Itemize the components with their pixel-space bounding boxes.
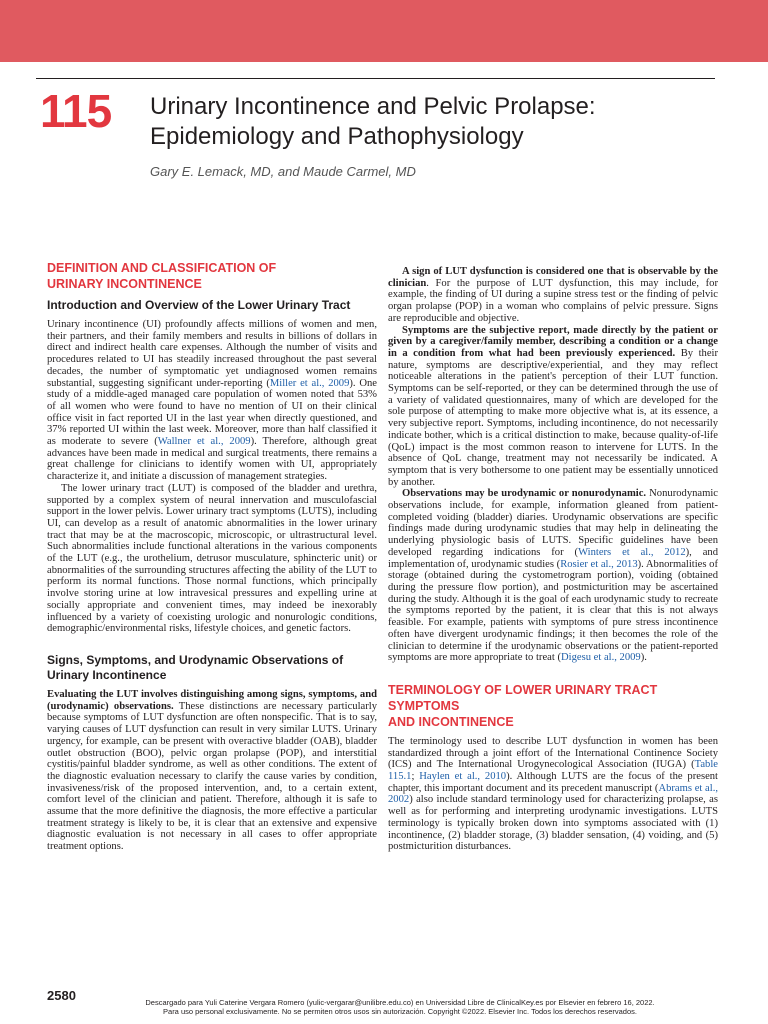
bold-lead: Observations may be urodynamic or nonurodynamic. xyxy=(402,488,647,500)
heading-line: Signs, Symptoms, and Urodynamic Observations of xyxy=(47,652,344,667)
text-run: These distinctions are necessary particularly because symptoms of LUT dysfunction are often nonspecific. That is to say, varying causes of LUT dysfunction can result in very similar LUTS. Urinary urgency, for example, can be present with overactive bladder (OAB), bladder outlet obstruction (BOO), pelvic organ prolapse (POP), and interstitial cystitis/painful bladder syndrome, as well as other conditions. The extent of the diagnostic evaluation necessary to clarify the cause varies by condition, invasiveness/risk of the proposed intervention, and, to a certain extent, comfort level of the clinician and patient. Therefore, although it is safe to assume that the more definitive the diagnosis, the more effective a particular treatment strategy is likely to be, it is clear that an extensive and expensive diagnostic evaluation is not necessary in all cases to offer appropriate treatment options. xyxy=(47,700,377,853)
left-column xyxy=(47,260,377,853)
page-number: 2580 xyxy=(47,988,76,1003)
citation-link[interactable]: Abrams et al., 2002 xyxy=(388,782,718,806)
subheading-signs xyxy=(47,653,377,683)
text-run: ; xyxy=(411,771,420,783)
citation-link[interactable]: Miller et al., 2009 xyxy=(269,377,350,389)
citation-link[interactable]: Winters et al., 2012 xyxy=(578,546,686,558)
bold-lead: A sign of LUT dysfunction is considered one that is observable by the clinician xyxy=(388,266,718,289)
subheading-introduction: Introduction and Overview of the Lower Urinary Tract xyxy=(47,298,351,312)
text-run: ), and implementation of, urodynamic studies ( xyxy=(388,546,718,570)
heading-line: TERMINOLOGY OF LOWER URINARY TRACT SYMPTOMS xyxy=(388,682,658,713)
paragraph-terminology xyxy=(388,736,718,853)
text-run: ). Abnormalities of storage (obtained during the cystometrogram portion), voiding (obtained during the pressure flow portion), and postmicturition may be ascertained during the study. Although it is the goal of each urodynamic study to recreate the symptoms reported by the patient, it is clear that this is not always feasible. For example, patients with symptoms of pure stress incontinence often have divergent urodynamic findings; it then becomes the role of the clinician to determine if the urodynamic observations or the patient-reported symptoms are more appropriate to treat ( xyxy=(388,558,718,664)
footer-line2: Para uso personal exclusivamente. No se permiten otros usos sin autorización. Copyright ©2022. Elsevier Inc. Todos los derechos reservados. xyxy=(163,1007,637,1016)
citation-link[interactable]: Rosier et al., 2013 xyxy=(560,558,638,570)
citation-link[interactable]: Table 115.1 xyxy=(388,759,718,783)
download-footer xyxy=(100,998,700,1016)
chapter-title-line2: Epidemiology and Pathophysiology xyxy=(150,123,524,150)
text-run: ) also include standard terminology used for characterizing prolapse, as well as for performing and interpreting urodynamic investigations. LUTS terminology is typically broken down into symptoms associated with (1) incontinence, (2) bladder storage, (3) bladder sensation, (4) voiding, and (5) postmicturition disturbances. xyxy=(388,794,718,853)
citation-link[interactable]: Haylen et al., 2010 xyxy=(419,771,507,783)
paragraph-sign xyxy=(388,266,718,325)
text-run: ). One study of a middle-aged managed care population of women noted that 53% of all women who were found to have no mention of UI on their clinical office visit in fact reported UI in the last year when directly questioned, and 37% reported UI within the last week. Moreover, more than half classified it as moderate to severe ( xyxy=(47,377,377,448)
footer-line1: Descargado para Yuli Caterine Vergara Romero (yulic-vergarar@unilibre.edu.co) en Universidad Libre de ClinicalKey.es por Elsevier en febrero 16, 2022. xyxy=(145,998,655,1007)
section-heading-definition xyxy=(47,260,377,292)
heading-line: DEFINITION AND CLASSIFICATION OF xyxy=(47,261,277,275)
citation-link[interactable]: Wallner et al., 2009 xyxy=(157,436,251,448)
section-heading-terminology xyxy=(388,682,718,730)
paragraph-lut: The lower urinary tract (LUT) is composed of the bladder and urethra, supported by a complex system of neural innervation and musculofascial support in the lower pelvis. Lower urinary tract symptoms (LUTS), including UI, can develop as a result of anatomic abnormalities in the lower urinary tract that may be at the macroscopic, microscopic, or ultrastructural level. Such abnormalities include functional alterations in the various components of the LUT (e.g., the urothelium, detrusor musculature, sphincteric unit) or abnormalities of the surrounding structures affecting the ability of the LUT to perform its normal functions. Those normal functions, which principally involve storing urine at low intravesical pressures and expelling urine at socially appropriate and convenient times, may indeed be inexorably influenced by a variety of coexisting urologic and nonurologic conditions, demographic/environmental risks, lifestyle choices, and genetic factors. xyxy=(47,482,377,635)
chapter-title xyxy=(150,92,710,152)
bold-lead: Symptoms are the subjective report, made directly by the patient or given by a caregiver/family member, describing a condition or a change in a condition from what had been previously experienced. xyxy=(388,324,718,359)
text-run: By their nature, symptoms are descriptive/experiential, and they may reflect noticeable alterations in the patient's perception of their LUT function. Symptoms can be self-reported, or they can be determined through the use of a variety of validated questionnaires, many of which are developed for the sole purpose of attempting to make more objective what is, at its essence, a very subjective report. Symptoms, including incontinence, do not necessarily indicate bother, which is a critical distinction to make, because quality-of-life (QoL) impact is the most common reason to intervene for LUTS. In the absence of QoL change, treatment may not necessarily be indicated. A symptom that is very bothersome to one patient may be essentially unnoticed by another. xyxy=(388,347,718,488)
bold-lead: Evaluating the LUT involves distinguishing among signs, symptoms, and (urodynamic) observations. xyxy=(47,688,377,712)
right-column xyxy=(388,266,718,853)
header-rule xyxy=(36,78,715,79)
paragraph-observations xyxy=(388,488,718,664)
paragraph-evaluating xyxy=(47,689,377,853)
heading-line: AND INCONTINENCE xyxy=(388,714,514,729)
text-run: Nonurodynamic observations include, for example, information gleaned from patient-completed voiding (bladder) diaries. Urodynamic observations are specific findings made during urodynamic studies that may help in delineating the underlying physiologic basis of LUTS. Specific guidelines have been developed regarding indications for ( xyxy=(388,488,719,558)
citation-link[interactable]: Digesu et al., 2009 xyxy=(560,652,641,664)
paragraph-intro xyxy=(47,319,377,483)
text-run: Urinary incontinence (UI) profoundly affects millions of women and men, their partners, and their family members and results in billions of dollars in direct and indirect health care expenses. Although the number of visits and procedures related to UI has steadily increased throughout the past several decades, the number of symptomatic yet undiagnosed women remains substantial, suggesting significant under-reporting ( xyxy=(47,319,377,389)
paragraph-symptoms xyxy=(388,325,718,489)
chapter-title-line1: Urinary Incontinence and Pelvic Prolapse: xyxy=(150,93,596,120)
text-run: The terminology used to describe LUT dysfunction in women has been standardized through a joint effort of the International Continence Society (ICS) and The International Urogynecological Association (IUGA) ( xyxy=(388,735,718,771)
text-run: . For the purpose of LUT dysfunction, this may include, for example, the finding of UI during a supine stress test or the finding of pelvic organ prolapse (POP) in a woman who complains of pelvic pressure. Signs are reproducible and objective. xyxy=(388,277,718,324)
heading-line: URINARY INCONTINENCE xyxy=(47,277,202,291)
top-color-band xyxy=(0,0,768,62)
text-run: ). xyxy=(640,652,647,664)
text-run: ). Therefore, although great advances have been made in medical and surgical treatments, there remains a great challenge for clinicians to identify women with UI, appropriately characterize it, and initiate a discussion of management strategies. xyxy=(47,436,378,483)
chapter-number: 115 xyxy=(40,85,112,137)
text-run: ). Although LUTS are the focus of the present chapter, this important document and its precedent manuscript ( xyxy=(388,771,719,794)
authors: Gary E. Lemack, MD, and Maude Carmel, MD xyxy=(150,164,416,179)
heading-line: Urinary Incontinence xyxy=(47,667,167,682)
